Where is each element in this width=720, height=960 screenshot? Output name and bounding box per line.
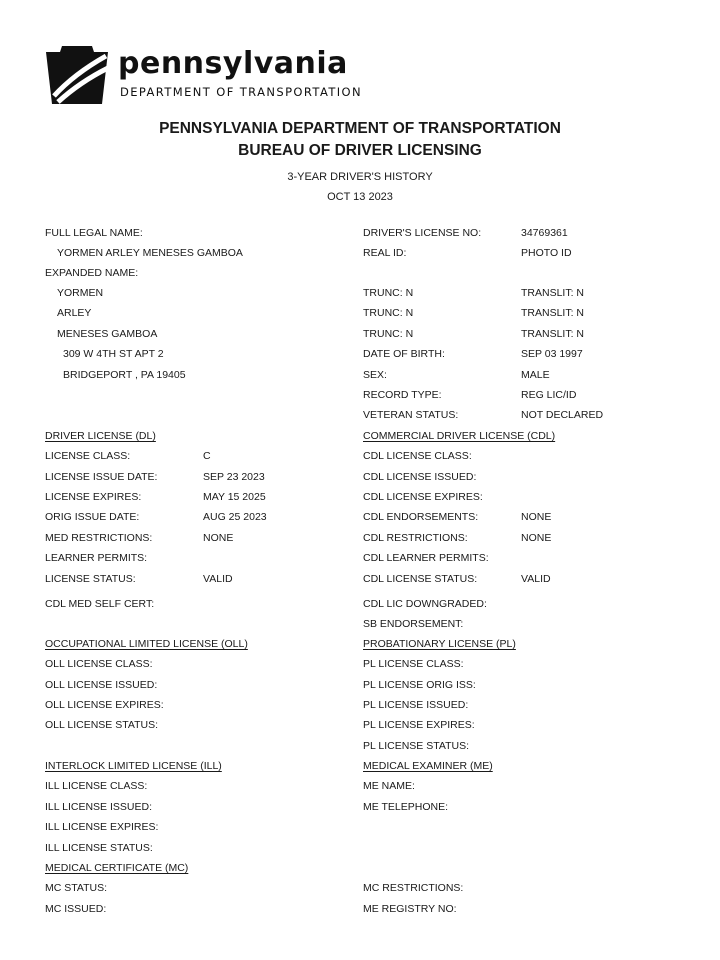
full-legal-name-value: YORMEN ARLEY MENESES GAMBOA <box>57 247 243 259</box>
cdl-section-heading: COMMERCIAL DRIVER LICENSE (CDL) <box>363 430 556 442</box>
pl-issued-label: PL LICENSE ISSUED: <box>363 699 469 711</box>
license-no-value: 34769361 <box>521 227 568 239</box>
dl-med-value: NONE <box>203 532 234 544</box>
translit-middle: TRANSLIT: N <box>521 307 585 319</box>
dl-class-label: LICENSE CLASS: <box>45 450 131 462</box>
ill-section-heading: INTERLOCK LIMITED LICENSE (ILL) <box>45 760 222 772</box>
oll-status-label: OLL LICENSE STATUS: <box>45 719 159 731</box>
mc-issued-label: MC ISSUED: <box>45 903 107 915</box>
expanded-name-label: EXPANDED NAME: <box>45 267 139 279</box>
veteran-status-value: NOT DECLARED <box>521 409 604 421</box>
middle-name-value: ARLEY <box>57 307 92 319</box>
pl-expires-label: PL LICENSE EXPIRES: <box>363 719 475 731</box>
report-date: OCT 13 2023 <box>327 191 393 203</box>
cdl-downgraded-label: CDL LIC DOWNGRADED: <box>363 598 487 610</box>
dob-value: SEP 03 1997 <box>521 348 583 360</box>
oll-expires-label: OLL LICENSE EXPIRES: <box>45 699 164 711</box>
veteran-status-label: VETERAN STATUS: <box>363 409 459 421</box>
full-legal-name-label: FULL LEGAL NAME: <box>45 227 143 239</box>
dl-issue-label: LICENSE ISSUE DATE: <box>45 471 158 483</box>
sb-endorsement-label: SB ENDORSEMENT: <box>363 618 464 630</box>
dl-status-value: VALID <box>203 573 233 585</box>
me-telephone-label: ME TELEPHONE: <box>363 801 448 813</box>
cdl-restrictions-value: NONE <box>521 532 552 544</box>
dl-class-value: C <box>203 450 211 462</box>
ill-expires-label: ILL LICENSE EXPIRES: <box>45 821 159 833</box>
document-subtitle: BUREAU OF DRIVER LICENSING <box>238 142 482 159</box>
cdl-status-value: VALID <box>521 573 551 585</box>
translit-first: TRANSLIT: N <box>521 287 585 299</box>
oll-section-heading: OCCUPATIONAL LIMITED LICENSE (OLL) <box>45 638 248 650</box>
logo-wordmark: pennsylvania <box>118 46 348 81</box>
dl-med-label: MED RESTRICTIONS: <box>45 532 153 544</box>
real-id-value: PHOTO ID <box>521 247 572 259</box>
pl-status-label: PL LICENSE STATUS: <box>363 740 469 752</box>
first-name-value: YORMEN <box>57 287 104 299</box>
dl-section-heading: DRIVER LICENSE (DL) <box>45 430 156 442</box>
logo-department: DEPARTMENT OF TRANSPORTATION <box>120 85 362 99</box>
trunc-middle: TRUNC: N <box>363 307 414 319</box>
record-type-label: RECORD TYPE: <box>363 389 442 401</box>
me-name-label: ME NAME: <box>363 780 415 792</box>
pl-class-label: PL LICENSE CLASS: <box>363 658 464 670</box>
dl-orig-value: AUG 25 2023 <box>203 511 267 523</box>
translit-last: TRANSLIT: N <box>521 328 585 340</box>
cdl-endorsements-value: NONE <box>521 511 552 523</box>
cdl-learner-label: CDL LEARNER PERMITS: <box>363 552 489 564</box>
cdl-status-label: CDL LICENSE STATUS: <box>363 573 478 585</box>
pl-orig-label: PL LICENSE ORIG ISS: <box>363 679 476 691</box>
me-registry-label: ME REGISTRY NO: <box>363 903 457 915</box>
license-no-label: DRIVER'S LICENSE NO: <box>363 227 482 239</box>
mc-section-heading: MEDICAL CERTIFICATE (MC) <box>45 862 189 874</box>
report-type: 3-YEAR DRIVER'S HISTORY <box>287 171 433 183</box>
sex-value: MALE <box>521 369 550 381</box>
dl-learner-label: LEARNER PERMITS: <box>45 552 148 564</box>
pl-section-heading: PROBATIONARY LICENSE (PL) <box>363 638 516 650</box>
dl-expires-label: LICENSE EXPIRES: <box>45 491 142 503</box>
oll-class-label: OLL LICENSE CLASS: <box>45 658 153 670</box>
address-line-1: 309 W 4TH ST APT 2 <box>63 348 164 360</box>
cdl-endorsements-label: CDL ENDORSEMENTS: <box>363 511 479 523</box>
last-name-value: MENESES GAMBOA <box>57 328 158 340</box>
ill-class-label: ILL LICENSE CLASS: <box>45 780 148 792</box>
dl-orig-label: ORIG ISSUE DATE: <box>45 511 140 523</box>
cdl-issued-label: CDL LICENSE ISSUED: <box>363 471 477 483</box>
cdl-class-label: CDL LICENSE CLASS: <box>363 450 472 462</box>
cdl-med-self-cert-label: CDL MED SELF CERT: <box>45 598 155 610</box>
record-type-value: REG LIC/ID <box>521 389 577 401</box>
trunc-last: TRUNC: N <box>363 328 414 340</box>
dl-status-label: LICENSE STATUS: <box>45 573 136 585</box>
ill-status-label: ILL LICENSE STATUS: <box>45 842 153 854</box>
me-section-heading: MEDICAL EXAMINER (ME) <box>363 760 493 772</box>
dl-expires-value: MAY 15 2025 <box>203 491 266 503</box>
sex-label: SEX: <box>363 369 387 381</box>
oll-issued-label: OLL LICENSE ISSUED: <box>45 679 158 691</box>
mc-status-label: MC STATUS: <box>45 882 108 894</box>
penndot-logo <box>44 44 364 104</box>
document-title: PENNSYLVANIA DEPARTMENT OF TRANSPORTATION <box>159 120 561 137</box>
dob-label: DATE OF BIRTH: <box>363 348 445 360</box>
address-line-2: BRIDGEPORT , PA 19405 <box>63 369 186 381</box>
ill-issued-label: ILL LICENSE ISSUED: <box>45 801 152 813</box>
cdl-restrictions-label: CDL RESTRICTIONS: <box>363 532 468 544</box>
trunc-first: TRUNC: N <box>363 287 414 299</box>
dl-issue-value: SEP 23 2023 <box>203 471 265 483</box>
real-id-label: REAL ID: <box>363 247 407 259</box>
cdl-expires-label: CDL LICENSE EXPIRES: <box>363 491 483 503</box>
mc-restrictions-label: MC RESTRICTIONS: <box>363 882 464 894</box>
keystone-logo-icon <box>44 44 110 106</box>
